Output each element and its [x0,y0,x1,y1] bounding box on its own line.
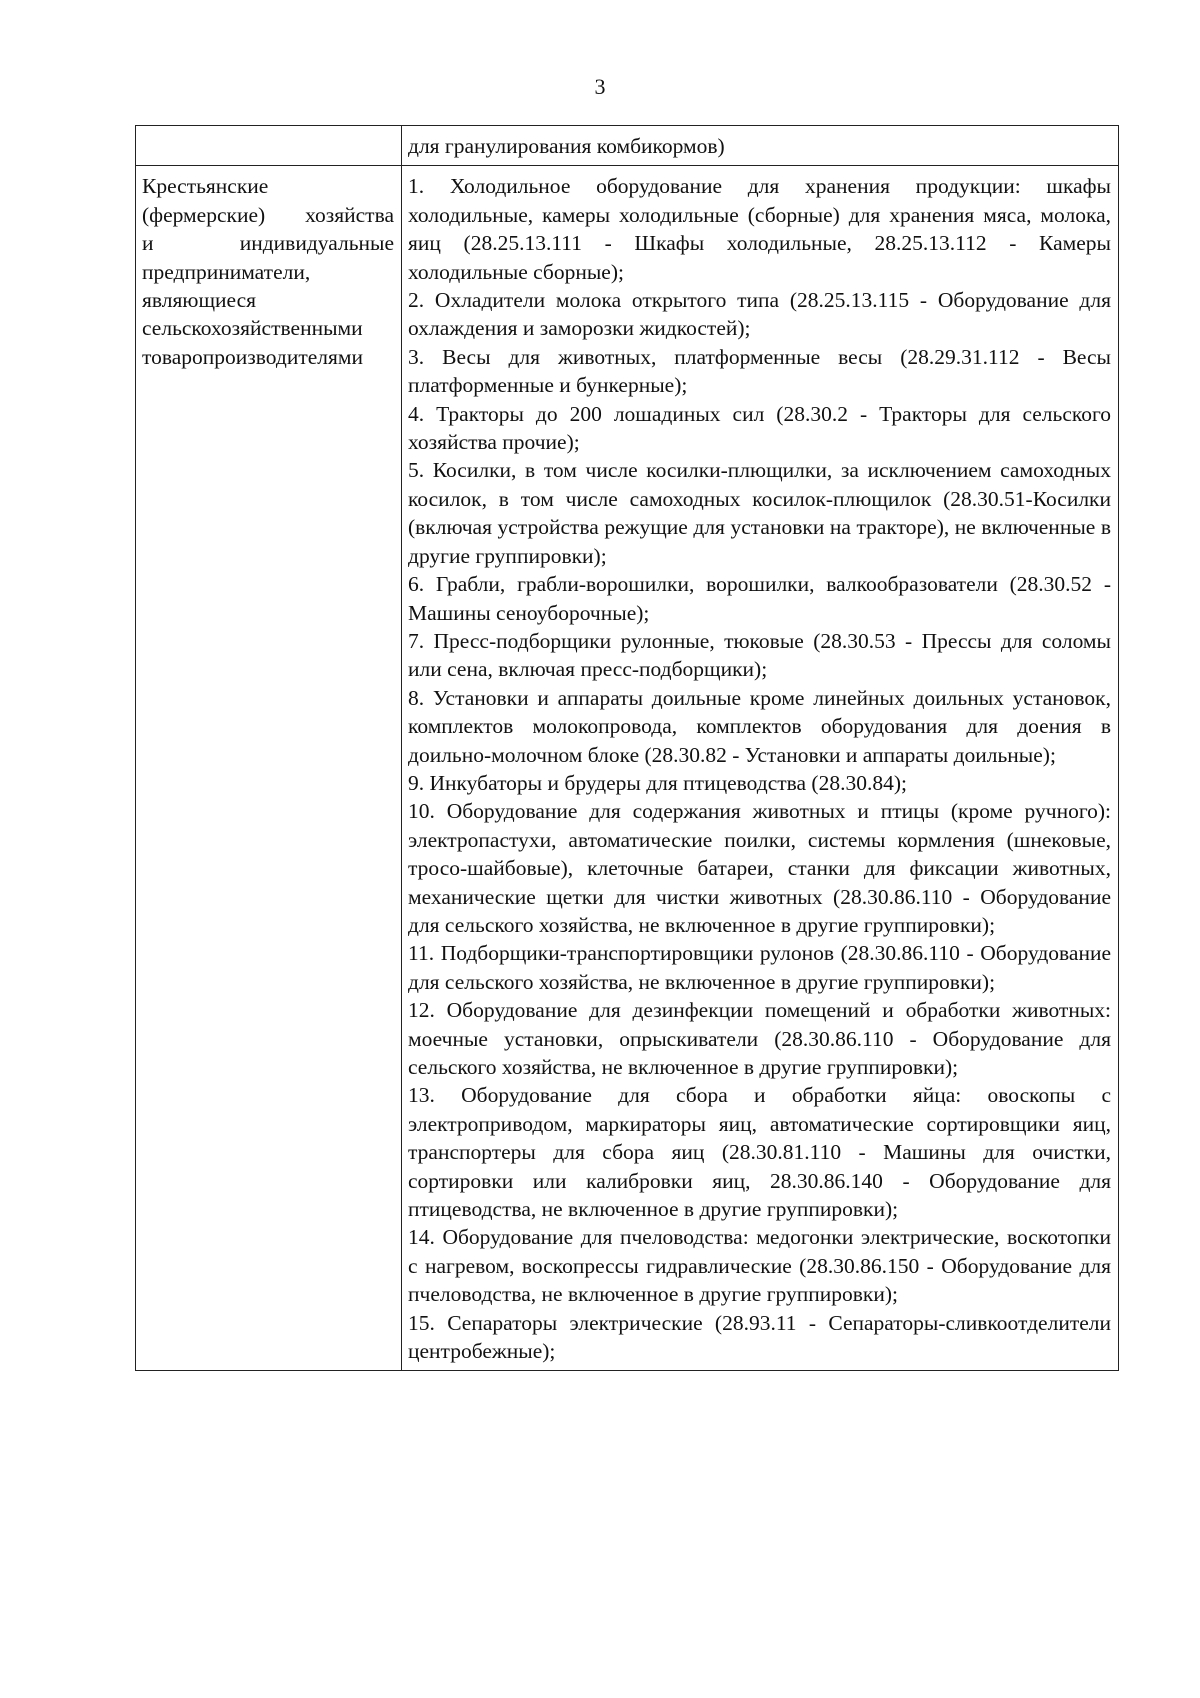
table-cell-equipment-list [402,166,1119,1371]
continuation-text: для гранулирования комбикормов) [408,134,725,158]
category-line: и индивидуальные [142,231,394,256]
table-cell-left-empty [136,126,402,166]
category-line: сельскохозяйственными [142,316,363,341]
category-line: Крестьянские [142,174,269,199]
category-line: предприниматели, [142,259,311,284]
list-item: 6. Грабли, грабли-ворошилки, ворошилки, валкообразователи (28.30.52 - Машины сеноуборочные); [408,572,1111,625]
list-item: 8. Установки и аппараты доильные кроме линейных доильных установок, комплектов молокопровода, комплектов оборудования для доения в доильно-молочном блоке (28.30.82 - Установки и аппараты доильные); [408,685,1111,767]
page-number: 3 [594,74,606,99]
list-item: 13. Оборудование для сбора и обработки яйца: овоскопы с электроприводом, маркираторы яиц, автоматические сортировщики яиц, транспортеры для сбора яиц (28.30.81.110 - Машины для очистки, сортировки или калибровки яиц, 28.30.86.140 - Оборудование для птицеводства, не включенное в другие группировки); [408,1083,1111,1222]
category-line: (фермерские) хозяйства [142,202,394,227]
list-item: 5. Косилки, в том числе косилки-плющилки, за исключением самоходных косилок, в том числе самоходных косилок-плющилок (28.30.51-Косилки (включая устройства режущие для установки на тракторе), не включенные в другие группировки); [408,458,1111,568]
table-cell-continuation [402,126,1119,166]
list-item: 9. Инкубаторы и брудеры для птицеводства (28.30.84); [408,770,907,795]
table-cell-category [136,166,402,1371]
list-item: 3. Весы для животных, платформенные весы (28.29.31.112 - Весы платформенные и бункерные); [408,344,1111,398]
list-item: 12. Оборудование для дезинфекции помещений и обработки животных: моечные установки, опрыскиватели (28.30.86.110 - Оборудование для сельского хозяйства, не включенное в другие группировки); [408,998,1111,1079]
category-line: товаропроизводителями [142,344,364,369]
list-item: 11. Подборщики-транспортировщики рулонов (28.30.86.110 - Оборудование для сельского хозяйства, не включенное в другие группировки); [408,941,1111,994]
equipment-table [135,125,1119,1371]
list-item: 4. Тракторы до 200 лошадиных сил (28.30.2 - Тракторы для сельского хозяйства прочие); [408,401,1111,455]
list-item: 2. Охладители молока открытого типа (28.25.13.115 - Оборудование для охлаждения и заморозки жидкостей); [408,288,1111,341]
category-line: являющиеся [142,288,257,313]
list-item: 7. Пресс-подборщики рулонные, тюковые (28.30.53 - Прессы для соломы или сена, включая пресс-подборщики); [408,628,1111,682]
list-item: 1. Холодильное оборудование для хранения продукции: шкафы холодильные, камеры холодильные (сборные) для хранения мяса, молока, яиц (28.25.13.111 - Шкафы холодильные, 28.25.13.112 - Камеры холодильные сборные); [408,174,1111,284]
list-item: 10. Оборудование для содержания животных и птицы (кроме ручного): электропастухи, автоматические поилки, системы кормления (шнековые, тросо-шайбовые), клеточные батареи, станки для фиксации животных, механические щетки для чистки животных (28.30.86.110 - Оборудование для сельского хозяйства, не включенное в другие группировки); [408,799,1111,937]
list-item: 14. Оборудование для пчеловодства: медогонки электрические, воскотопки с нагревом, воскопрессы гидравлические (28.30.86.150 - Оборудование для пчеловодства, не включенное в другие группировки); [408,1225,1111,1307]
table-row [136,126,1119,166]
table-row [136,166,1119,1371]
list-item: 15. Сепараторы электрические (28.93.11 - Сепараторы-сливкоотделители центробежные); [408,1310,1111,1364]
